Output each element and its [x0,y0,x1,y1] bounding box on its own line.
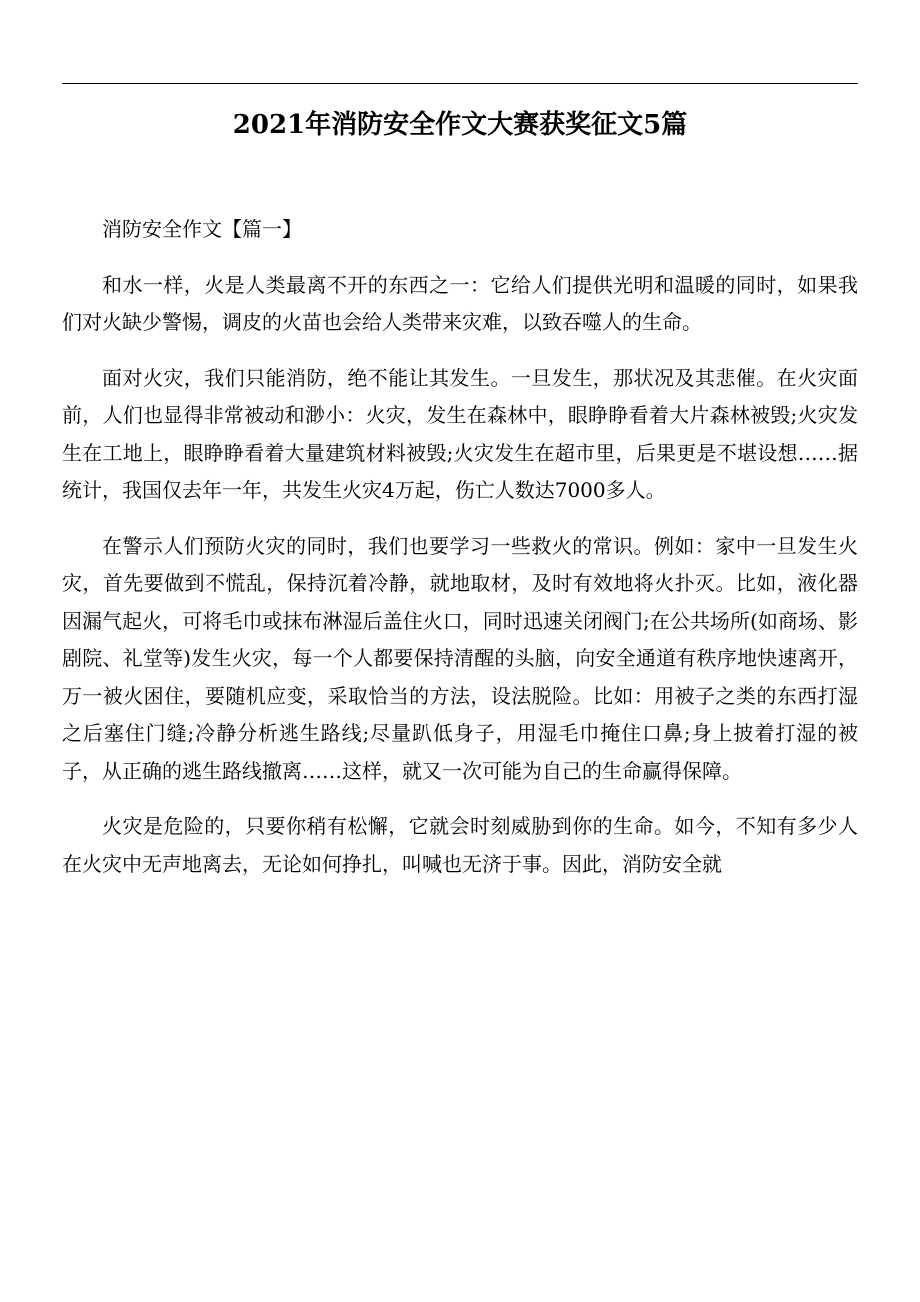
paragraph: 在警示人们预防火灾的同时，我们也要学习一些救火的常识。例如：家中一旦发生火灾，首先要做到不慌乱，保持沉着冷静，就地取材，及时有效地将火扑灭。比如，液化器因漏气起火，可将毛巾或抹布淋湿后盖住火口，同时迅速关闭阀门;在公共场所(如商场、影剧院、礼堂等)发生火灾，每一个人都要保持清醒的头脑，向安全通道有秩序地快速离开，万一被火困住，要随机应变，采取恰当的方法，设法脱险。比如：用被子之类的东西打湿之后塞住门缝;冷静分析逃生路线;尽量趴低身子，用湿毛巾掩住口鼻;身上披着打湿的被子，从正确的逃生路线撤离……这样，就又一次可能为自己的生命赢得保障。 [62,533,858,783]
paragraph: 火灾是危险的，只要你稍有松懈，它就会时刻威胁到你的生命。如今，不知有多少人在火灾中无声地离去，无论如何挣扎，叫喊也无济于事。因此，消防安全就 [62,814,858,876]
paragraph: 和水一样，火是人类最离不开的东西之一：它给人们提供光明和温暖的同时，如果我们对火缺少警惕，调皮的火苗也会给人类带来灾难，以致吞噬人的生命。 [62,272,858,334]
header-rule [62,83,858,84]
section-heading: 消防安全作文【篇一】 [102,217,302,241]
document-body [62,211,858,901]
document-title: 2021年消防安全作文大赛获奖征文5篇 [232,110,688,141]
paragraph: 面对火灾，我们只能消防，绝不能让其发生。一旦发生，那状况及其悲催。在火灾面前，人们也显得非常被动和渺小：火灾，发生在森林中，眼睁睁看着大片森林被毁;火灾发生在工地上，眼睁睁看着大量建筑材料被毁;火灾发生在超市里，后果更是不堪设想……据统计，我国仅去年一年，共发生火灾4万起，伤亡人数达7000多人。 [62,365,858,502]
